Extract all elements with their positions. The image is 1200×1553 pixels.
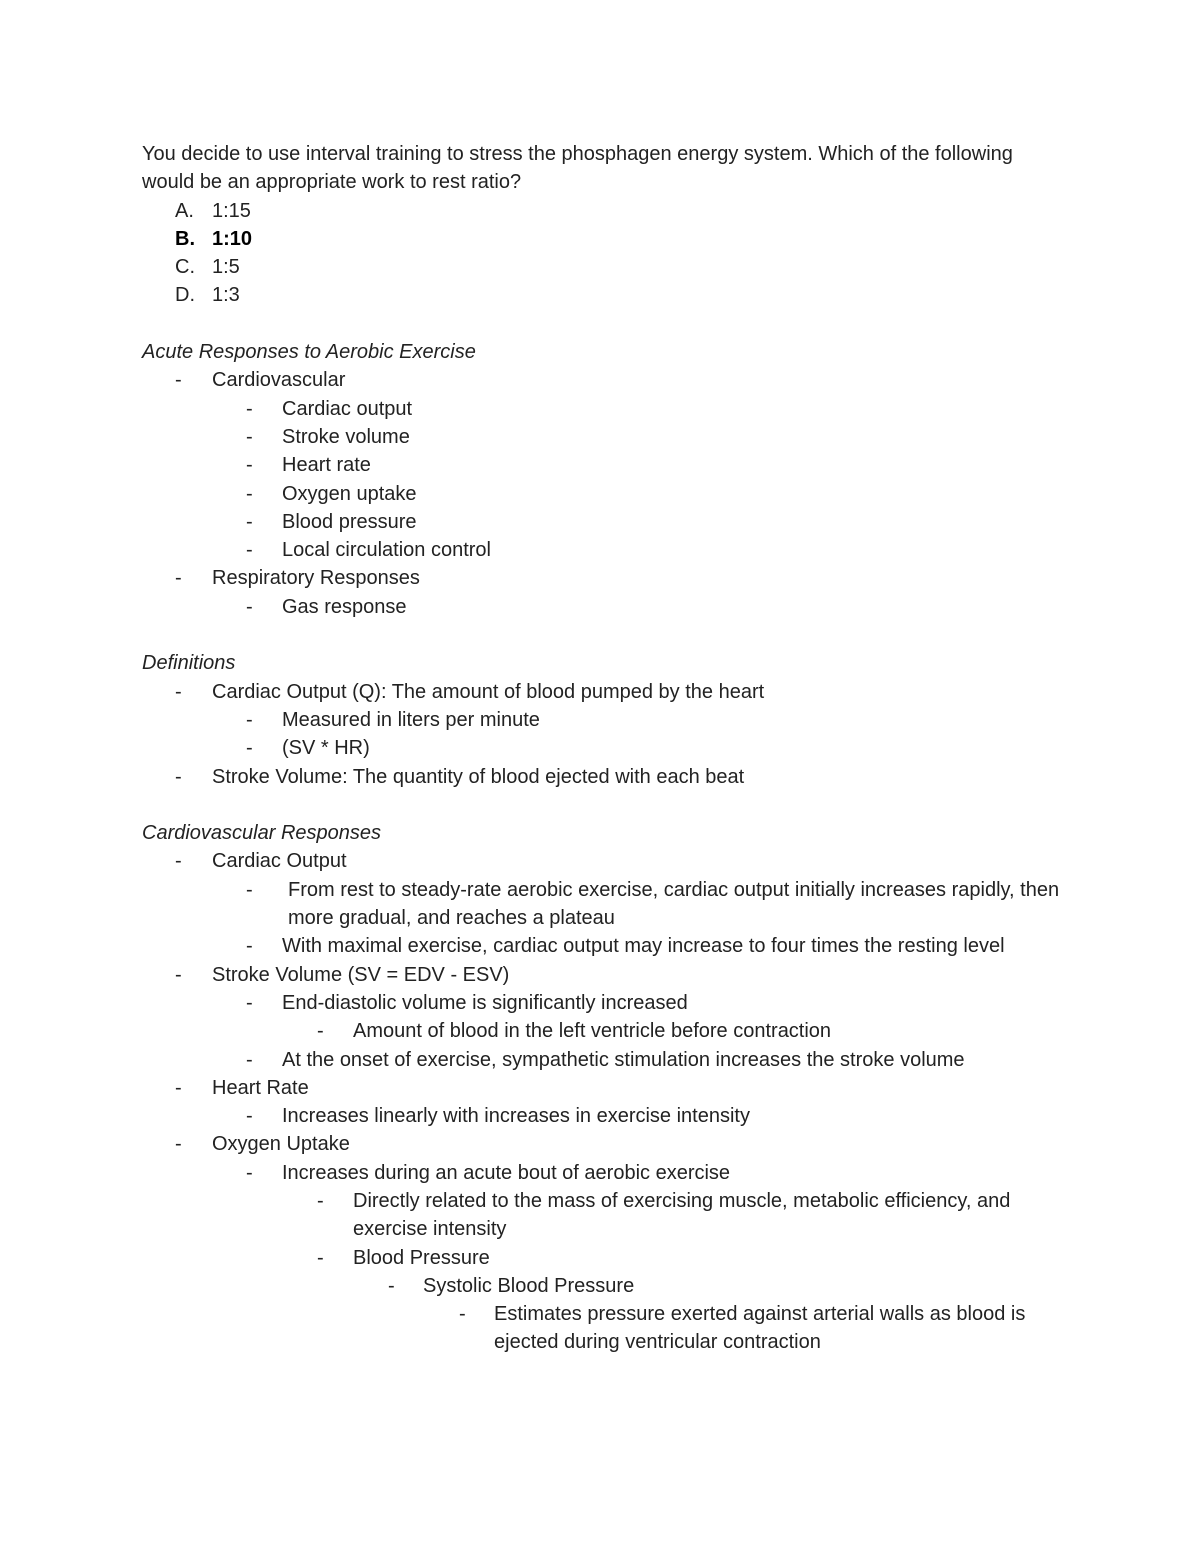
list-item-text: Heart rate <box>282 454 371 477</box>
option-letter: B. <box>175 227 195 250</box>
bullet-dash: - <box>246 454 253 477</box>
bullet-dash: - <box>246 878 253 901</box>
bullet-dash: - <box>246 510 253 533</box>
list-item-text: Gas response <box>282 595 407 618</box>
spacer <box>142 791 1062 819</box>
list-item <box>142 1074 1062 1102</box>
list-item-text: Cardiovascular <box>212 369 346 392</box>
option-d <box>142 281 1062 309</box>
list-item <box>142 1187 1062 1244</box>
list-item <box>142 366 1062 394</box>
bullet-dash: - <box>175 369 182 392</box>
spacer <box>142 310 1062 338</box>
bullet-dash: - <box>175 850 182 873</box>
bullet-dash: - <box>317 1189 324 1212</box>
bullet-dash: - <box>246 708 253 731</box>
bullet-dash: - <box>317 1020 324 1043</box>
list-item <box>142 1244 1062 1272</box>
list-item-text: From rest to steady-rate aerobic exercise, cardiac output initially increases rapidly, then more gradual, and reaches a plateau <box>288 878 1060 930</box>
option-letter: D. <box>175 284 195 307</box>
bullet-dash: - <box>175 680 182 703</box>
list-item-text: Directly related to the mass of exercising muscle, metabolic efficiency, and exercise intensity <box>353 1189 1011 1241</box>
list-item <box>142 1017 1062 1045</box>
bullet-dash: - <box>459 1303 466 1326</box>
list-item <box>142 678 1062 706</box>
list-item <box>142 1046 1062 1074</box>
list-item-text: Oxygen Uptake <box>212 1133 350 1156</box>
option-letter: C. <box>175 256 195 279</box>
list-item-text: Stroke volume <box>282 425 410 448</box>
list-item-text: Cardiac output <box>282 397 413 420</box>
list-item <box>142 480 1062 508</box>
bullet-dash: - <box>246 737 253 760</box>
list-item <box>142 847 1062 875</box>
list-item-text: Blood Pressure <box>353 1246 490 1269</box>
list-item <box>142 395 1062 423</box>
list-item <box>142 564 1062 592</box>
list-item-text: At the onset of exercise, sympathetic stimulation increases the stroke volume <box>282 1048 965 1071</box>
list-item-text: (SV * HR) <box>282 737 370 760</box>
bullet-dash: - <box>317 1246 324 1269</box>
list-item-text: Local circulation control <box>282 539 491 562</box>
list-item <box>142 1102 1062 1130</box>
option-value: 1:3 <box>212 284 240 307</box>
list-item <box>142 876 1062 933</box>
option-value: 1:10 <box>212 227 253 250</box>
list-item <box>142 1159 1062 1187</box>
list-item <box>142 423 1062 451</box>
list-item <box>142 932 1062 960</box>
list-item <box>142 763 1062 791</box>
list-item <box>142 1300 1062 1357</box>
option-b <box>142 225 1062 253</box>
bullet-dash: - <box>246 425 253 448</box>
bullet-dash: - <box>246 935 253 958</box>
bullet-dash: - <box>175 1076 182 1099</box>
option-value: 1:15 <box>212 199 251 222</box>
list-item <box>142 734 1062 762</box>
list-item <box>142 508 1062 536</box>
bullet-dash: - <box>388 1274 395 1297</box>
document-content <box>142 140 1062 1357</box>
option-letter: A. <box>175 199 194 222</box>
bullet-dash: - <box>246 595 253 618</box>
list-item-text: Blood pressure <box>282 510 417 533</box>
list-item-text: Amount of blood in the left ventricle before contraction <box>353 1020 832 1043</box>
list-item <box>142 536 1062 564</box>
option-c <box>142 253 1062 281</box>
list-item-text: Systolic Blood Pressure <box>423 1274 635 1297</box>
list-item-text: Stroke Volume: The quantity of blood ejected with each beat <box>212 765 745 788</box>
list-item <box>142 1272 1062 1300</box>
bullet-dash: - <box>246 482 253 505</box>
section-heading-cv-responses: Cardiovascular Responses <box>142 822 382 845</box>
list-item-text: With maximal exercise, cardiac output may increase to four times the resting level <box>282 935 1005 958</box>
list-item <box>142 989 1062 1017</box>
list-item <box>142 961 1062 989</box>
list-item-text: Increases during an acute bout of aerobic exercise <box>282 1161 731 1184</box>
bullet-dash: - <box>246 397 253 420</box>
list-item-text: Stroke Volume (SV = EDV - ESV) <box>212 963 510 986</box>
list-item-text: Estimates pressure exerted against arterial walls as blood is ejected during ventricular contraction <box>494 1303 1026 1354</box>
list-item-text: Oxygen uptake <box>282 482 417 505</box>
option-a <box>142 197 1062 225</box>
option-value: 1:5 <box>212 256 240 279</box>
section-heading-definitions: Definitions <box>142 652 236 675</box>
list-item-text: Cardiac Output <box>212 850 347 873</box>
list-item-text: Increases linearly with increases in exercise intensity <box>282 1105 750 1128</box>
list-item-text: Cardiac Output (Q): The amount of blood pumped by the heart <box>212 680 765 703</box>
list-item-text: Measured in liters per minute <box>282 708 540 731</box>
bullet-dash: - <box>246 1161 253 1184</box>
list-item <box>142 1130 1062 1158</box>
list-item-text: Heart Rate <box>212 1076 309 1099</box>
bullet-dash: - <box>175 567 182 590</box>
bullet-dash: - <box>175 963 182 986</box>
list-item <box>142 451 1062 479</box>
bullet-dash: - <box>246 539 253 562</box>
bullet-dash: - <box>175 1133 182 1156</box>
list-item <box>142 593 1062 621</box>
list-item <box>142 706 1062 734</box>
question-text: You decide to use interval training to stress the phosphagen energy system. Which of the following would be an appropriate work to rest ratio? <box>142 143 1013 194</box>
bullet-dash: - <box>246 991 253 1014</box>
bullet-dash: - <box>246 1048 253 1071</box>
bullet-dash: - <box>175 765 182 788</box>
section-heading-acute: Acute Responses to Aerobic Exercise <box>142 341 476 364</box>
list-item-text: End-diastolic volume is significantly increased <box>282 991 688 1014</box>
bullet-dash: - <box>246 1105 253 1128</box>
spacer <box>142 621 1062 649</box>
list-item-text: Respiratory Responses <box>212 567 420 590</box>
